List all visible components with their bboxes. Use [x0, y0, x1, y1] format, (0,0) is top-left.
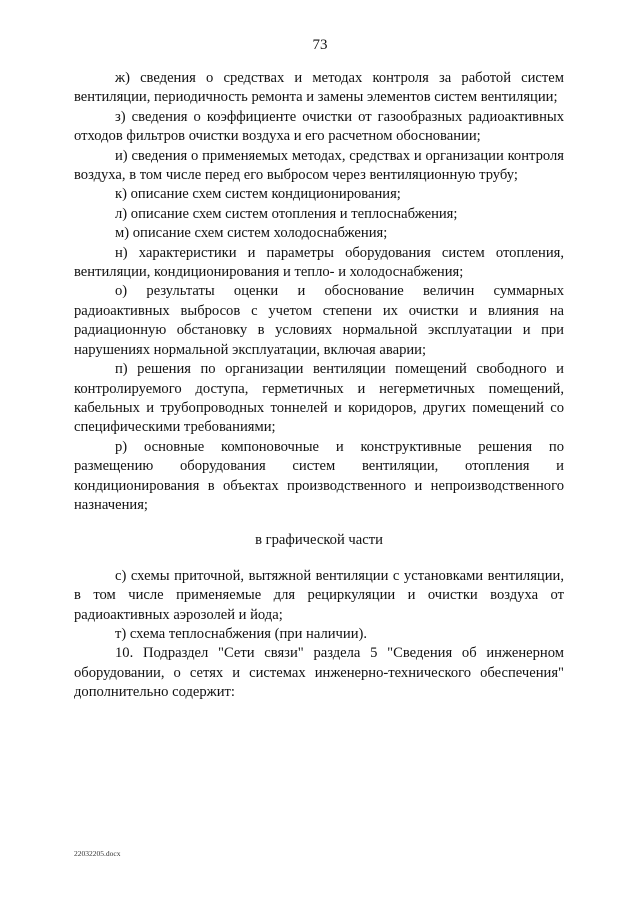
paragraph-m: м) описание схем систем холодоснабжения; [115, 225, 388, 242]
paragraph-k: к) описание схем систем кондиционирования; [115, 186, 401, 203]
page-number: 73 [312, 37, 328, 53]
paragraph-10: 10. Подраздел "Сети связи" раздела 5 "Сведения об инженерном оборудовании, о сетях и системах инженерно-технического обеспечения" дополнительно содержит: [74, 645, 564, 701]
paragraph-t: т) схема теплоснабжения (при наличии). [115, 625, 368, 642]
paragraph-zh: ж) сведения о средствах и методах контроля за работой систем вентиляции, периодичность ремонта и замены элементов систем вентиляции; [74, 70, 564, 106]
paragraph-p: п) решения по организации вентиляции помещений свободного и контролируемого доступа, герметичных и негерметичных помещений, кабельных и трубопроводных тоннелей и коридоров, других помещений со специфическими требованиями; [74, 361, 564, 436]
paragraph-z: з) сведения о коэффициенте очистки от газообразных радиоактивных отходов фильтров очистки воздуха и его расчетном обосновании; [74, 108, 564, 145]
paragraph-n: н) характеристики и параметры оборудования систем отопления, вентиляции, кондиционирования и тепло- и холодоснабжения; [74, 244, 564, 281]
paragraph-s: с) схемы приточной, вытяжной вентиляции с установками вентиляции, в том числе применяемые для рециркуляции и очистки воздуха от радиоактивных аэрозолей и йода; [74, 567, 564, 623]
paragraph-r: р) основные компоновочные и конструктивные решения по размещению оборудования систем вентиляции, отопления и кондиционирования в объектах производственного и непроизводственного назначения; [74, 438, 564, 513]
section-heading: в графической части [255, 532, 383, 549]
paragraph-i: и) сведения о применяемых методах, средствах и организации контроля воздуха, в том числе перед его выбросом через вентиляционную трубу; [74, 147, 564, 184]
paragraph-o: о) результаты оценки и обоснование величин суммарных радиоактивных выбросов с учетом степени их очистки и влияния на радиационную обстановку в условиях нормальной эксплуатации и при нарушениях нормальной эксплуатации, включая аварии; [74, 283, 564, 358]
paragraph-l: л) описание схем систем отопления и теплоснабжения; [115, 205, 458, 222]
footer-filename: 22032205.docx [74, 849, 121, 858]
document-body [74, 69, 564, 703]
